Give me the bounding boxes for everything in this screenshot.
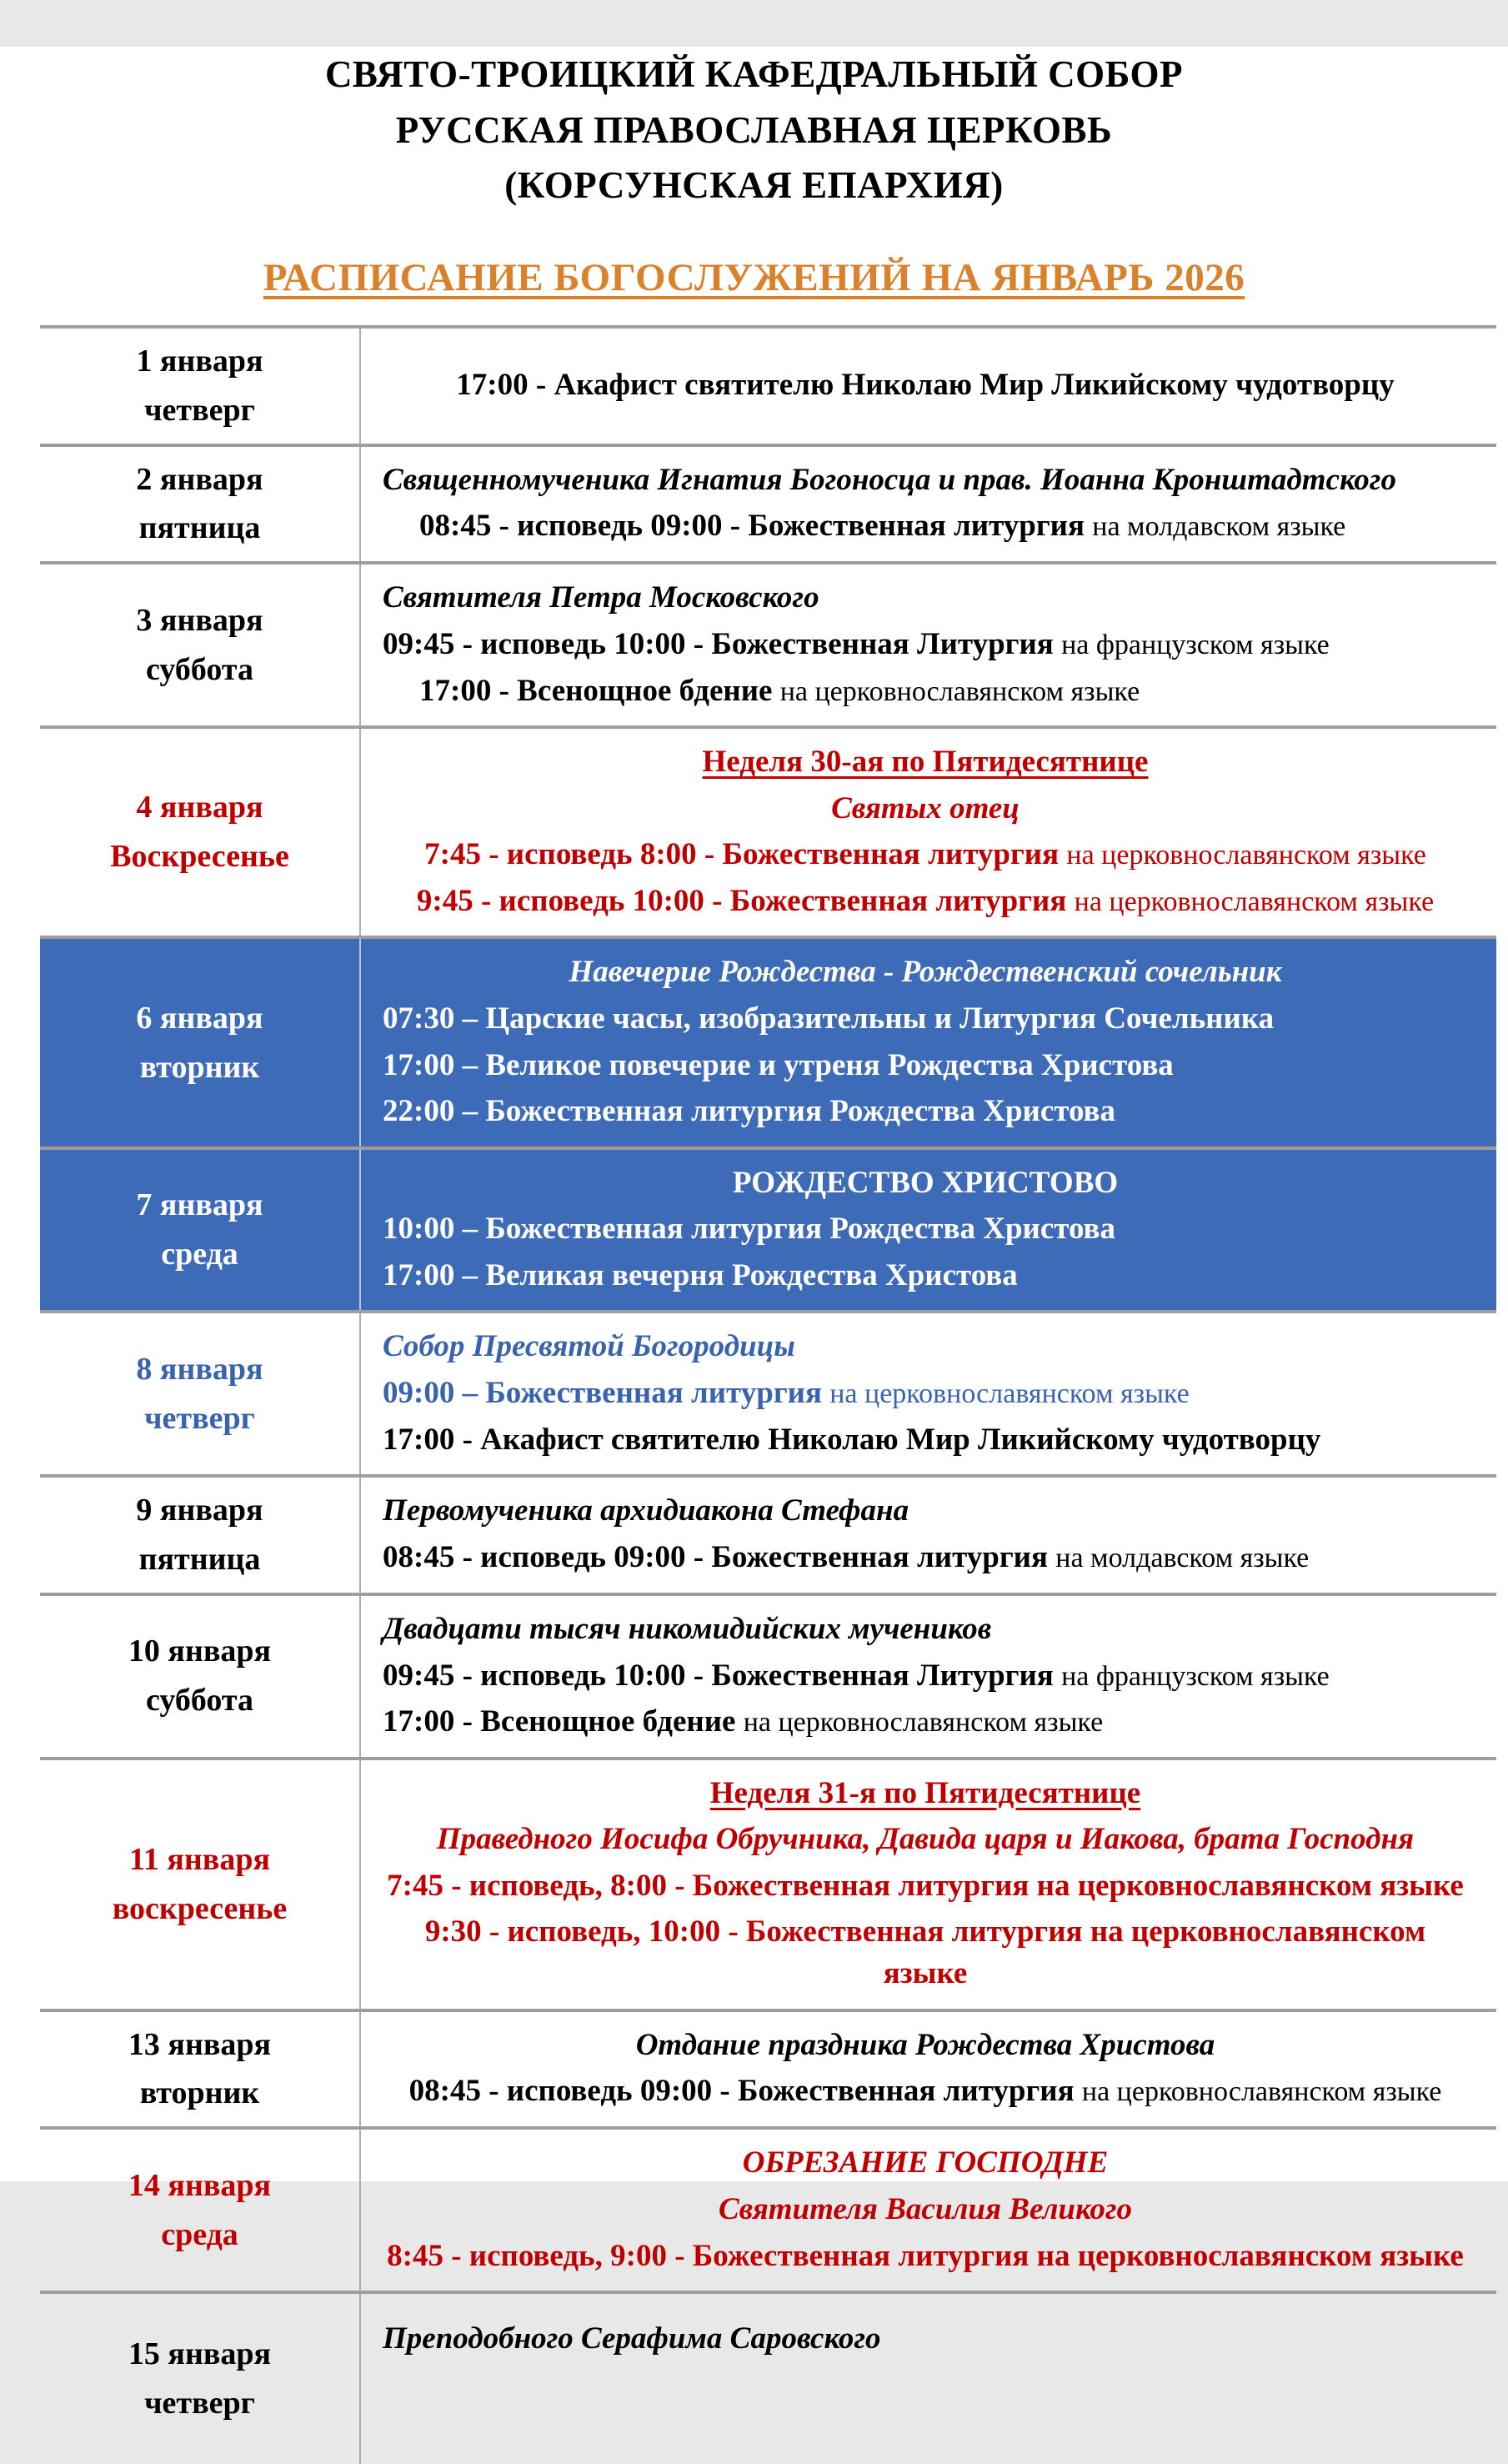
service-text: 7:45 - исповедь 8:00 - Божественная литургия — [424, 837, 1067, 872]
service-line — [383, 2236, 1468, 2277]
date-cell — [40, 729, 361, 936]
date-cell — [40, 447, 361, 562]
date-cell — [40, 1596, 361, 1757]
service-line — [383, 1045, 1468, 1086]
schedule-row — [40, 1310, 1496, 1474]
service-text: Священномученика Игнатия Богоносца и прав. Иоанна Кронштадтского — [383, 462, 1396, 497]
date-cell — [40, 1478, 361, 1593]
date-day: 14 января — [128, 2167, 272, 2203]
document-title — [50, 47, 1458, 213]
language-note: на французском языке — [1061, 629, 1330, 660]
schedule-table — [40, 325, 1496, 2464]
title-line-2: РУССКАЯ ПРАВОСЛАВНАЯ ЦЕРКОВЬ — [395, 108, 1113, 151]
services-cell — [361, 1596, 1496, 1757]
language-note: на церковнославянском языке — [1074, 886, 1435, 917]
service-text: 7:45 - исповедь, 8:00 - Божественная литургия на церковнославянском языке — [387, 1868, 1464, 1903]
date-weekday: пятница — [138, 510, 261, 546]
service-text: 17:00 – Великое повечерие и утреня Рождества Христова — [383, 1047, 1174, 1082]
schedule-row — [40, 1593, 1496, 1757]
service-line — [383, 881, 1468, 922]
schedule-row — [40, 561, 1496, 725]
language-note: на молдавском языке — [1055, 1543, 1310, 1574]
service-line — [383, 1819, 1468, 1860]
service-line — [383, 1419, 1468, 1461]
language-note: на церковнославянском языке — [1066, 840, 1426, 871]
service-line — [383, 834, 1468, 876]
date-cell — [40, 2294, 361, 2464]
service-text: Первомученика архидиакона Стефана — [383, 1493, 909, 1528]
service-line — [383, 459, 1468, 501]
service-line — [383, 1255, 1468, 1297]
service-text: 8:45 - исповедь, 9:00 - Божественная литургия на церковнославянском языке — [387, 2238, 1464, 2273]
schedule-row — [40, 725, 1496, 936]
service-text: 09:45 - исповедь 10:00 - Божественная Литургия — [383, 1658, 1062, 1693]
date-day: 3 января — [136, 602, 263, 638]
services-cell — [361, 1313, 1496, 1474]
service-line — [383, 2025, 1468, 2066]
date-cell — [40, 939, 361, 1146]
schedule-heading: РАСПИСАНИЕ БОГОСЛУЖЕНИЙ НА ЯНВАРЬ 2026 — [263, 255, 1245, 299]
service-text: Святых отец — [831, 790, 1020, 826]
date-weekday: четверг — [144, 392, 255, 428]
schedule-row — [40, 2009, 1496, 2127]
service-line — [383, 1208, 1468, 1250]
service-line — [383, 1490, 1468, 1532]
service-text: 07:30 – Царские часы, изобразительны и Литургия Сочельника — [383, 1001, 1275, 1036]
language-note: на церковнославянском языке — [743, 1707, 1104, 1739]
service-line — [383, 1162, 1468, 1204]
language-note: на церковнославянском языке — [779, 675, 1140, 707]
service-text: 09:45 - исповедь 10:00 - Божественная Литургия — [383, 626, 1062, 661]
service-line — [383, 624, 1468, 665]
date-weekday: воскресенье — [112, 1890, 288, 1926]
service-text: 9:30 - исповедь, 10:00 - Божественная литургия на церковнославянском языке — [424, 1914, 1426, 1990]
schedule-row — [40, 2291, 1496, 2464]
schedule-row — [40, 444, 1496, 562]
title-line-1: СВЯТО-ТРОИЦКИЙ КАФЕДРАЛЬНЫЙ СОБОР — [324, 53, 1184, 95]
service-text: Святителя Петра Московского — [383, 580, 819, 615]
title-line-3: (КОРСУНСКАЯ ЕПАРХИЯ) — [504, 164, 1004, 207]
service-line — [383, 951, 1468, 993]
services-cell — [361, 565, 1496, 725]
date-weekday: пятница — [138, 1542, 261, 1578]
date-cell — [40, 2012, 361, 2127]
service-text: ОБРЕЗАНИЕ ГОСПОДНЕ — [742, 2145, 1109, 2180]
language-note: на французском языке — [1061, 1660, 1330, 1692]
service-text: Святителя Василия Великого — [718, 2191, 1133, 2226]
date-weekday: среда — [161, 2216, 238, 2252]
schedule-row — [40, 1147, 1496, 1311]
service-line — [383, 1773, 1468, 1814]
service-text: 17:00 – Великая вечерня Рождества Христова — [383, 1257, 1018, 1292]
date-cell — [40, 329, 361, 444]
date-day: 9 января — [136, 1493, 263, 1528]
date-cell — [40, 565, 361, 725]
service-text: Преподобного Серафима Саровского — [383, 2321, 881, 2356]
date-cell — [40, 1150, 361, 1311]
date-weekday: суббота — [146, 1683, 253, 1719]
date-day: 4 января — [136, 790, 263, 826]
service-line — [383, 1911, 1468, 1994]
service-line — [383, 2318, 1468, 2360]
service-text: 17:00 - Всенощное бдение — [419, 673, 780, 708]
schedule-row — [40, 2126, 1496, 2291]
date-weekday: вторник — [139, 1049, 260, 1085]
service-line — [383, 1608, 1468, 1650]
service-text: Неделя 31-я по Пятидесятнице — [709, 1775, 1141, 1810]
date-day: 6 января — [136, 1000, 263, 1036]
service-text: Собор Пресвятой Богородицы — [383, 1329, 795, 1364]
service-line — [383, 2189, 1468, 2231]
schedule-row — [40, 936, 1496, 1146]
service-text: 17:00 - Акафист святителю Николаю Мир Ликийскому чудотворцу — [456, 367, 1395, 402]
date-day: 13 января — [128, 2026, 272, 2062]
service-text: Навечерие Рождества - Рождественский сочельник — [569, 955, 1282, 990]
service-line — [383, 577, 1468, 619]
date-cell — [40, 1760, 361, 2009]
service-text: 17:00 - Акафист святителю Николаю Мир Ликийскому чудотворцу — [383, 1422, 1321, 1457]
service-line — [383, 505, 1468, 547]
date-weekday: Воскресенье — [110, 839, 289, 875]
schedule-row — [40, 325, 1496, 444]
service-text: 17:00 - Всенощное бдение — [383, 1704, 744, 1739]
service-text: Праведного Иосифа Обручника, Давида царя и Иакова, брата Господня — [436, 1822, 1415, 1857]
date-day: 8 января — [136, 1351, 263, 1387]
date-day: 10 января — [128, 1633, 272, 1669]
services-cell — [361, 729, 1496, 936]
document-page — [0, 47, 1508, 2421]
service-line — [383, 1091, 1468, 1132]
date-day: 11 января — [128, 1841, 271, 1877]
language-note: на церковнославянском языке — [829, 1378, 1190, 1410]
service-text: Двадцати тысяч никомидийских мучеников — [383, 1611, 992, 1646]
services-cell — [361, 2130, 1496, 2291]
date-weekday: четверг — [144, 1400, 255, 1436]
service-line — [383, 1865, 1468, 1907]
service-text: 9:45 - исповедь 10:00 - Божественная литургия — [416, 883, 1075, 918]
services-cell — [361, 2294, 1496, 2464]
service-text: 10:00 – Божественная литургия Рождества Христова — [383, 1212, 1116, 1247]
language-note: на церковнославянском языке — [1081, 2076, 1442, 2108]
date-weekday: среда — [161, 1237, 238, 1272]
service-line — [383, 2070, 1468, 2112]
date-day: 2 января — [136, 461, 263, 497]
service-line — [383, 788, 1468, 830]
services-cell — [361, 939, 1496, 1146]
date-day: 7 января — [136, 1187, 263, 1223]
date-day: 15 января — [128, 2336, 272, 2372]
service-line — [383, 1655, 1468, 1697]
date-day: 1 января — [136, 343, 263, 379]
services-cell — [361, 1150, 1496, 1311]
service-line — [383, 670, 1468, 712]
language-note: на молдавском языке — [1092, 511, 1346, 543]
services-cell — [361, 447, 1496, 562]
services-cell — [361, 1760, 1496, 2009]
service-text: 08:45 - исповедь 09:00 - Божественная литургия — [383, 1540, 1056, 1575]
date-cell — [40, 2130, 361, 2291]
service-text: 22:00 – Божественная литургия Рождества Христова — [383, 1094, 1116, 1129]
service-line — [383, 1701, 1468, 1743]
service-line — [383, 1373, 1468, 1414]
schedule-row — [40, 1474, 1496, 1593]
services-cell — [361, 329, 1496, 444]
date-weekday: вторник — [139, 2075, 260, 2111]
service-line — [383, 741, 1468, 783]
date-cell — [40, 1313, 361, 1474]
service-line — [383, 364, 1468, 406]
service-line — [383, 1537, 1468, 1578]
service-text: Отдание праздника Рождества Христова — [635, 2027, 1215, 2062]
date-weekday: четверг — [144, 2386, 255, 2421]
schedule-row — [40, 1757, 1496, 2009]
service-text: 09:00 – Божественная литургия — [383, 1376, 830, 1411]
service-text: 08:45 - исповедь 09:00 - Божественная литургия — [419, 509, 1093, 544]
services-cell — [361, 1478, 1496, 1593]
service-text: Неделя 30-ая по Пятидесятнице — [702, 745, 1149, 780]
service-text: 08:45 - исповедь 09:00 - Божественная литургия — [408, 2074, 1082, 2109]
date-weekday: суббота — [146, 651, 253, 687]
service-line — [383, 2142, 1468, 2184]
services-cell — [361, 2012, 1496, 2127]
service-line — [383, 1326, 1468, 1367]
service-line — [383, 998, 1468, 1040]
service-text: РОЖДЕСТВО ХРИСТОВО — [732, 1165, 1119, 1200]
